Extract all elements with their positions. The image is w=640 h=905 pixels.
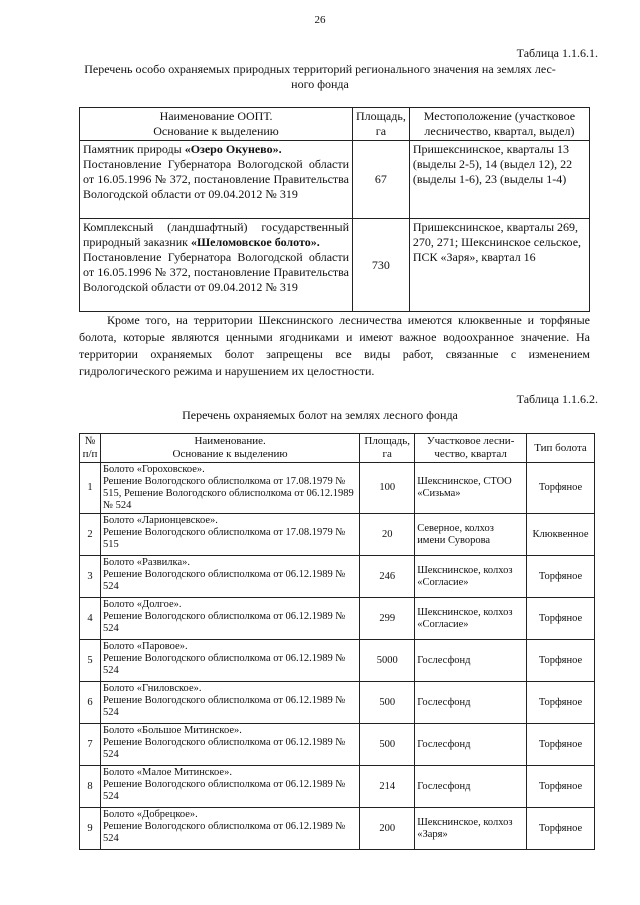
bog-type: Торфяное [527,640,595,682]
bog-basis: Решение Вологодского облисполкома от 06.12.1989 № 524 [102,611,346,634]
table-header-row [80,108,590,141]
bog-forestry: Шекснинское, колхоз «Заря» [415,808,527,850]
oopt-name-cell [80,219,353,312]
header-location [409,108,589,141]
bog-type: Клюквенное [527,514,595,556]
bog-name-cell [100,682,359,724]
bog-type: Торфяное [527,682,595,724]
bog-name: Болото «Паровое». [102,641,188,652]
oopt-location: Пришекснинское, кварталы 13 (выделы 2-5), 14 (выдел 12), 22 (выделы 1-6), 23 (выделы 1-4) [409,141,589,219]
bog-num: 6 [80,682,101,724]
bog-forestry: Гослесфонд [415,682,527,724]
bog-name: Болото «Большое Митинское». [102,725,242,736]
oopt-basis: Постановление Губернатора Вологодской области от 16.05.1996 № 372, постановление Правительства Вологодской области от 09.04.2012 № 319 [83,157,350,201]
bogs-table [79,433,595,850]
bog-type: Торфяное [527,556,595,598]
table-header-row [80,434,595,463]
bog-forestry: Северное, колхоз имени Суворова [415,514,527,556]
bog-name-cell [100,514,359,556]
bog-forestry: Шекснинское, СТОО «Сизьма» [415,463,527,514]
table-row [80,640,595,682]
bog-name-cell [100,724,359,766]
oopt-name-prefix: Памятник природы [83,142,185,156]
oopt-name-bold: «Озеро Окунево». [184,142,282,156]
bog-name-cell [100,766,359,808]
bog-num: 1 [80,463,101,514]
header-forestry-line1: Участковое лесни- [426,435,515,447]
bog-type: Торфяное [527,598,595,640]
bog-basis: Решение Вологодского облисполкома от 06.12.1989 № 524 [102,821,346,844]
table-row [80,682,595,724]
bog-name-cell [100,808,359,850]
table1-title-line1: Перечень особо охраняемых природных территорий регионального значения на землях лес- [84,62,556,76]
bog-num: 4 [80,598,101,640]
oopt-area: 730 [353,219,410,312]
bog-area: 5000 [360,640,415,682]
bog-type: Торфяное [527,463,595,514]
bog-name: Болото «Ларионцевское». [102,515,218,526]
bogs-table-body [80,463,595,850]
bog-area: 246 [360,556,415,598]
oopt-name [83,142,349,157]
bog-basis: Решение Вологодского облисполкома от 17.08.1979 № 515, Решение Вологодского облисполкома от 06.12.1989 № 524 [102,476,354,511]
header-area-line2: га [375,124,387,138]
header-name [100,434,359,463]
oopt-name-prefix: Комплексный (ландшафтный) государственный природный заказник [83,220,350,249]
header-name-line2: Основание к выделению [153,124,279,138]
header-num-line1: № [84,435,96,447]
header-name-line2: Основание к выделению [172,448,288,460]
table2-caption: Таблица 1.1.6.2. [516,392,598,406]
bog-num: 3 [80,556,101,598]
bog-basis: Решение Вологодского облисполкома от 17.08.1979 № 515 [102,527,346,550]
header-type: Тип болота [527,434,595,463]
bog-name-cell [100,556,359,598]
bog-area: 500 [360,682,415,724]
header-name [80,108,353,141]
header-name-line1: Наименование. [194,435,266,447]
header-location-line1: Местоположение (участковое [423,109,576,123]
bog-type: Торфяное [527,724,595,766]
bog-name: Болото «Развилка». [102,557,190,568]
bog-forestry: Гослесфонд [415,766,527,808]
table-row [80,556,595,598]
oopt-basis: Постановление Губернатора Вологодской области от 16.05.1996 № 372, постановление Правительства Вологодской области от 09.04.2012 № 319 [83,250,350,294]
table2-title: Перечень охраняемых болот на землях лесного фонда [182,408,458,422]
header-name-line1: Наименование ООПТ. [159,109,273,123]
header-num [80,434,101,463]
header-location-line2: лесничество, квартал, выдел) [424,124,575,138]
bog-area: 214 [360,766,415,808]
bog-area: 200 [360,808,415,850]
bog-area: 100 [360,463,415,514]
oopt-name-bold: «Шеломовское болото». [190,235,320,249]
table-row [80,808,595,850]
oopt-name [83,220,349,250]
oopt-location: Пришекснинское, кварталы 269, 270, 271; Шекснинское сельское, ПСК «Заря», квартал 16 [409,219,589,312]
table-row [80,724,595,766]
bog-area: 500 [360,724,415,766]
bog-basis: Решение Вологодского облисполкома от 06.12.1989 № 524 [102,569,346,592]
table1-title [0,62,640,92]
bog-forestry: Шекснинское, колхоз «Согласие» [415,556,527,598]
bog-num: 5 [80,640,101,682]
bog-name: Болото «Гороховское». [102,464,205,475]
bog-basis: Решение Вологодского облисполкома от 06.12.1989 № 524 [102,695,346,718]
header-area-line2: га [382,448,392,460]
bog-forestry: Гослесфонд [415,724,527,766]
bog-type: Торфяное [527,766,595,808]
bog-basis: Решение Вологодского облисполкома от 06.12.1989 № 524 [102,737,346,760]
bog-type: Торфяное [527,808,595,850]
table-row [80,463,595,514]
bog-name-cell [100,463,359,514]
header-area [360,434,415,463]
table-row [80,598,595,640]
header-area-line1: Площадь, [356,109,406,123]
bog-forestry: Шекснинское, колхоз «Согласие» [415,598,527,640]
bog-name: Болото «Малое Митинское». [102,767,232,778]
bog-name: Болото «Добрецкое». [102,809,198,820]
table-row [80,514,595,556]
table1-title-line2: ного фонда [291,77,349,91]
header-forestry-line2: чество, квартал [434,448,507,460]
table-row [80,219,590,312]
table-row [80,141,590,219]
header-area [353,108,410,141]
bog-num: 8 [80,766,101,808]
bog-name: Болото «Гниловское». [102,683,202,694]
header-area-line1: Площадь, [364,435,411,447]
oopt-table [79,107,590,312]
bog-name-cell [100,598,359,640]
oopt-area: 67 [353,141,410,219]
header-forestry [415,434,527,463]
body-paragraph: Кроме того, на территории Шекснинского лесничества имеются клюквенные и торфяные болота, которые являются ценными ягодниками и имеют важное водоохранное значение. На территории охраняемых болот запрещены все виды работ, связанные с изменением гидрологического режима и нарушением их целостности. [79,313,590,378]
oopt-name-cell [80,141,353,219]
bog-basis: Решение Вологодского облисполкома от 06.12.1989 № 524 [102,653,346,676]
header-num-line2: п/п [82,448,98,460]
table1-caption: Таблица 1.1.6.1. [516,46,598,60]
page-number: 26 [314,14,326,26]
bog-basis: Решение Вологодского облисполкома от 06.12.1989 № 524 [102,779,346,802]
table-row [80,766,595,808]
bog-forestry: Гослесфонд [415,640,527,682]
bog-name-cell [100,640,359,682]
bog-area: 20 [360,514,415,556]
bog-num: 9 [80,808,101,850]
bog-name: Болото «Долгое». [102,599,182,610]
bog-area: 299 [360,598,415,640]
bog-num: 2 [80,514,101,556]
bog-num: 7 [80,724,101,766]
